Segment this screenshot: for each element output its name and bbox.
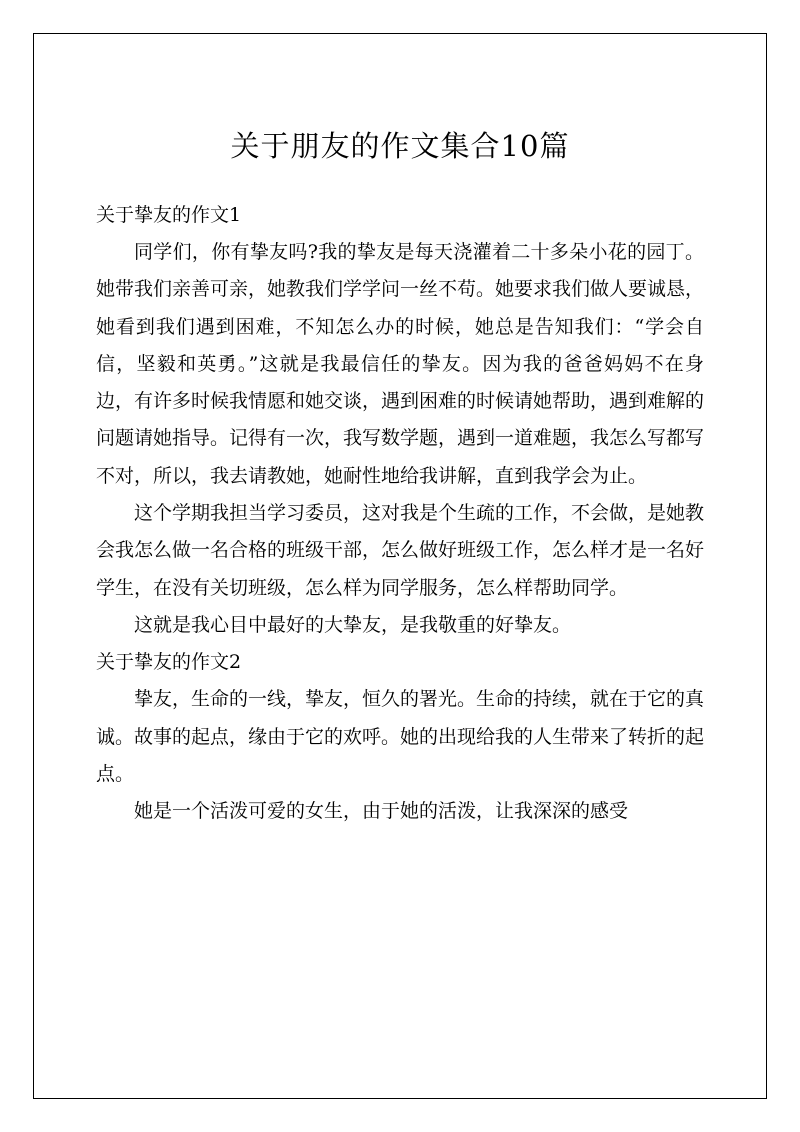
document-body <box>96 120 704 830</box>
document-title: 关于朋友的作文集合10篇 <box>230 129 570 163</box>
paragraph: 这个学期我担当学习委员，这对我是个生疏的工作，不会做，是她教会我怎么做一名合格的班级干部，怎么做好班级工作，怎么样才是一名好学生，在没有关切班级，怎么样为同学服务，怎么样帮助同学。 <box>96 502 705 599</box>
paragraph: 她是一个活泼可爱的女生，由于她的活泼，让我深深的感受 <box>134 800 629 823</box>
section-heading: 关于挚友的作文2 <box>96 651 242 674</box>
paragraph: 挚友，生命的一线，挚友，恒久的署光。生命的持续，就在于它的真诚。故事的起点，缘由于它的欢呼。她的出现给我的人生带来了转折的起点。 <box>96 688 705 785</box>
paragraph: 同学们，你有挚友吗?我的挚友是每天浇灌着二十多朵小花的园丁。她带我们亲善可亲，她教我们学学问一丝不苟。她要求我们做人要诚恳，她看到我们遇到困难，不知怎么办的时候，她总是告知我们：“学会自信，坚毅和英勇。”这就是我最信任的挚友。因为我的爸爸妈妈不在身边，有许多时候我情愿和她交谈，遇到困难的时候请她帮助，遇到难解的问题请她指导。记得有一次，我写数学题，遇到一道难题，我怎么写都写不对，所以，我去请教她，她耐性地给我讲解，直到我学会为止。 <box>96 241 705 487</box>
section-heading: 关于挚友的作文1 <box>96 204 242 226</box>
essay-section-1 <box>96 197 704 644</box>
essay-section-2 <box>96 644 704 830</box>
paragraph: 这就是我心目中最好的大挚友，是我敬重的好挚友。 <box>134 613 572 636</box>
